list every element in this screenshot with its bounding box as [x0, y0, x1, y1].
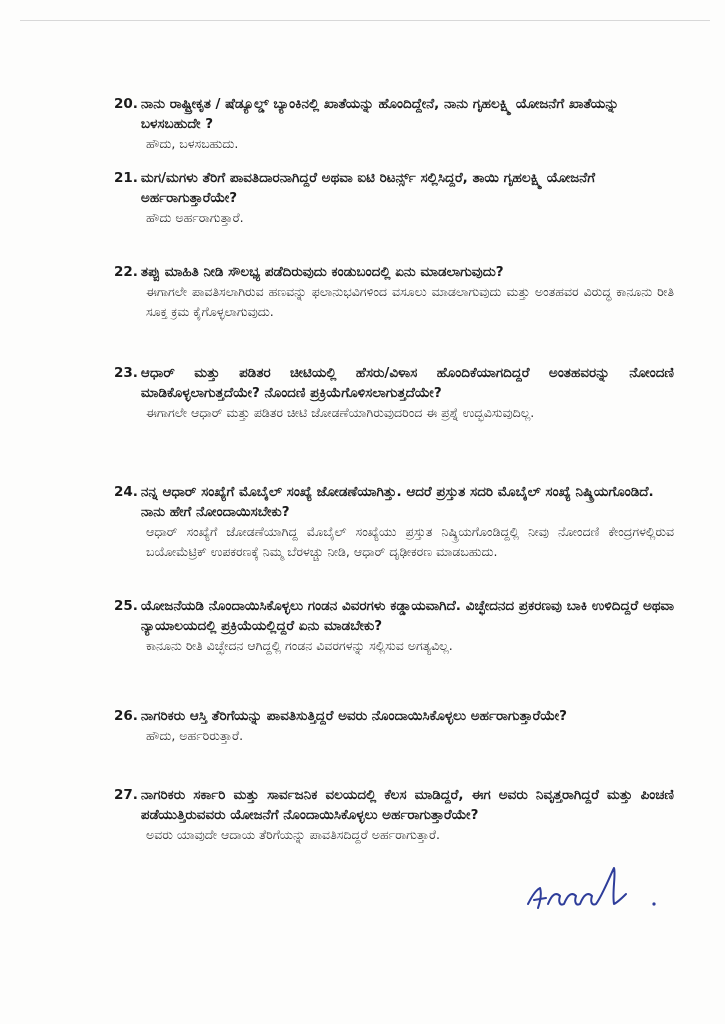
question	[114, 363, 674, 403]
answer-text: ಕಾನೂನು ರೀತಿ ವಿಚ್ಛೇದನ ಆಗಿದ್ದಲ್ಲಿ ಗಂಡನ ವಿವರಗಳನ್ನು ಸಲ್ಲಿಸುವ ಅಗತ್ಯವಿಲ್ಲ.	[146, 638, 453, 653]
question-number: 20.	[114, 96, 138, 112]
question	[114, 262, 674, 282]
question-number: 22.	[114, 264, 138, 280]
question-text: ತಪ್ಪು ಮಾಹಿತಿ ನೀಡಿ ಸೌಲಭ್ಯ ಪಡೆದಿರುವುದು ಕಂಡುಬಂದಲ್ಲಿ ಏನು ಮಾಡಲಾಗುವುದು?	[140, 264, 504, 280]
question-number: 23.	[114, 365, 138, 381]
question-text: ನಾಗರಿಕರು ಆಸ್ತಿ ತೆರಿಗೆಯನ್ನು ಪಾವತಿಸುತ್ತಿದ್ದರೆ ಅವರು ನೊಂದಾಯಿಸಿಕೊಳ್ಳಲು ಅರ್ಹರಾಗುತ್ತಾರೆಯೇ?	[140, 708, 567, 724]
answer-text: ಹೌದು ಅರ್ಹರಾಗುತ್ತಾರೆ.	[146, 210, 244, 225]
question-text: ನಾನು ರಾಷ್ಟ್ರೀಕೃತ / ಷೆಡ್ಯೂಲ್ಡ್ ಬ್ಯಾಂಕಿನಲ್ಲಿ ಖಾತೆಯನ್ನು ಹೊಂದಿದ್ದೇನೆ, ನಾನು ಗೃಹಲಕ್ಷ್ಮಿ ಯೋಜನೆಗೆ ಖಾತೆಯನ್ನು ಬಳಸಬಹುದೇ ?	[140, 96, 619, 132]
question-text: ಯೋಜನೆಯಡಿ ನೊಂದಾಯಿಸಿಕೊಳ್ಳಲು ಗಂಡನ ವಿವರಗಳು ಕಡ್ಡಾಯವಾಗಿದೆ. ವಿಚ್ಛೇದನದ ಪ್ರಕರಣವು ಬಾಕಿ ಉಳಿದಿದ್ದರೆ ಅಥವಾ ನ್ಯಾಯಾಲಯದಲ್ಲಿ ಪ್ರಕ್ರಿಯೆಯಲ್ಲಿದ್ದರೆ ಏನು ಮಾಡಬೇಕು?	[140, 598, 674, 634]
faq-item-21	[114, 168, 674, 228]
question-number: 27.	[114, 787, 138, 803]
faq-item-24	[114, 482, 674, 562]
faq-item-22	[114, 262, 674, 322]
question-number: 26.	[114, 708, 138, 724]
answer-text: ಅವರು ಯಾವುದೇ ಆದಾಯ ತೆರಿಗೆಯನ್ನು ಪಾವತಿಸದಿದ್ದರೆ ಅರ್ಹರಾಗುತ್ತಾರೆ.	[146, 827, 441, 842]
question	[114, 168, 674, 208]
faq-item-23	[114, 363, 674, 423]
question	[114, 94, 674, 134]
answer-text: ಈಗಾಗಲೇ ಆಧಾರ್ ಮತ್ತು ಪಡಿತರ ಚೀಟಿ ಜೋಡಣೆಯಾಗಿರುವುದರಿಂದ ಈ ಪ್ರಶ್ನೆ ಉದ್ಭವಿಸುವುದಿಲ್ಲ.	[146, 405, 535, 420]
answer-text: ಹೌದು, ಅರ್ಹರಿರುತ್ತಾರೆ.	[146, 728, 244, 743]
question-text: ಆಧಾರ್ ಮತ್ತು ಪಡಿತರ ಚೀಟಿಯಲ್ಲಿ ಹೆಸರು/ವಿಳಾಸ ಹೊಂದಿಕೆಯಾಗದಿದ್ದರೆ ಅಂತಹವರನ್ನು ನೋಂದಣಿ ಮಾಡಿಕೊಳ್ಳಲಾಗುತ್ತದೆಯೇ? ನೊಂದಣಿ ಪ್ರಕ್ರಿಯೆಗೊಳಿಸಲಾಗುತ್ತದೆಯೇ?	[140, 365, 674, 401]
handwritten-signature	[522, 858, 672, 918]
question-text: ನನ್ನ ಆಧಾರ್ ಸಂಖ್ಯೆಗೆ ಮೊಬೈಲ್ ಸಂಖ್ಯೆ ಜೋಡಣೆಯಾಗಿತ್ತು. ಆದರೆ ಪ್ರಸ್ತುತ ಸದರಿ ಮೊಬೈಲ್ ಸಂಖ್ಯೆ ನಿಷ್ಕ್ರಿಯಗೊಂಡಿದೆ. ನಾನು ಹೇಗೆ ನೋಂದಾಯಿಸಬೇಕು?	[140, 484, 654, 520]
question	[114, 785, 674, 825]
question	[114, 482, 674, 522]
answer-text: ಹೌದು, ಬಳಸಬಹುದು.	[146, 136, 239, 151]
faq-item-20	[114, 94, 674, 154]
answer-text: ಈಗಾಗಲೇ ಪಾವತಿಸಲಾಗಿರುವ ಹಣವನ್ನು ಫಲಾನುಭವಿಗಳಿಂದ ವಸೂಲು ಮಾಡಲಾಗುವುದು ಮತ್ತು ಅಂತಹವರ ವಿರುದ್ಧ ಕಾನೂನು ರೀತಿ ಸೂಕ್ತ ಕ್ರಮ ಕೈಗೊಳ್ಳಲಾಗುವುದು.	[146, 284, 674, 319]
question-number: 25.	[114, 598, 138, 614]
question	[114, 706, 674, 726]
top-divider	[20, 20, 710, 21]
question-text: ನಾಗರಿಕರು ಸರ್ಕಾರಿ ಮತ್ತು ಸಾರ್ವಜನಿಕ ವಲಯದಲ್ಲಿ ಕೆಲಸ ಮಾಡಿದ್ದರೆ, ಈಗ ಅವರು ನಿವೃತ್ತರಾಗಿದ್ದರೆ ಮತ್ತು ಪಿಂಚಣಿ ಪಡೆಯುತ್ತಿರುವವರು ಯೋಜನೆಗೆ ನೊಂದಾಯಿಸಿಕೊಳ್ಳಲು ಅರ್ಹರಾಗುತ್ತಾರೆಯೇ?	[140, 787, 674, 823]
question-number: 24.	[114, 484, 138, 500]
faq-item-25	[114, 596, 674, 656]
answer-text: ಆಧಾರ್ ಸಂಖ್ಯೆಗೆ ಜೋಡಣೆಯಾಗಿದ್ದ ಮೊಬೈಲ್ ಸಂಖ್ಯೆಯು ಪ್ರಸ್ತುತ ನಿಷ್ಕ್ರಿಯಗೊಂಡಿದ್ದಲ್ಲಿ ನೀವು ನೋಂದಣಿ ಕೇಂದ್ರಗಳಲ್ಲಿರುವ ಬಯೋಮೆಟ್ರಿಕ್ ಉಪಕರಣಕ್ಕೆ ನಿಮ್ಮ ಬೆರಳಚ್ಚು ನೀಡಿ, ಆಧಾರ್ ದೃಢೀಕರಣ ಮಾಡಬಹುದು.	[146, 524, 674, 559]
faq-item-27	[114, 785, 674, 845]
question-text: ಮಗ/ಮಗಳು ತೆರಿಗೆ ಪಾವತಿದಾರನಾಗಿದ್ದರೆ ಅಥವಾ ಐಟಿ ರಿಟರ್ನ್ಸ್ ಸಲ್ಲಿಸಿದ್ದರೆ, ತಾಯಿ ಗೃಹಲಕ್ಷ್ಮಿ ಯೋಜನೆಗೆ ಅರ್ಹರಾಗುತ್ತಾರೆಯೇ?	[140, 170, 596, 206]
faq-item-26	[114, 706, 674, 746]
question-number: 21.	[114, 170, 138, 186]
question	[114, 596, 674, 636]
